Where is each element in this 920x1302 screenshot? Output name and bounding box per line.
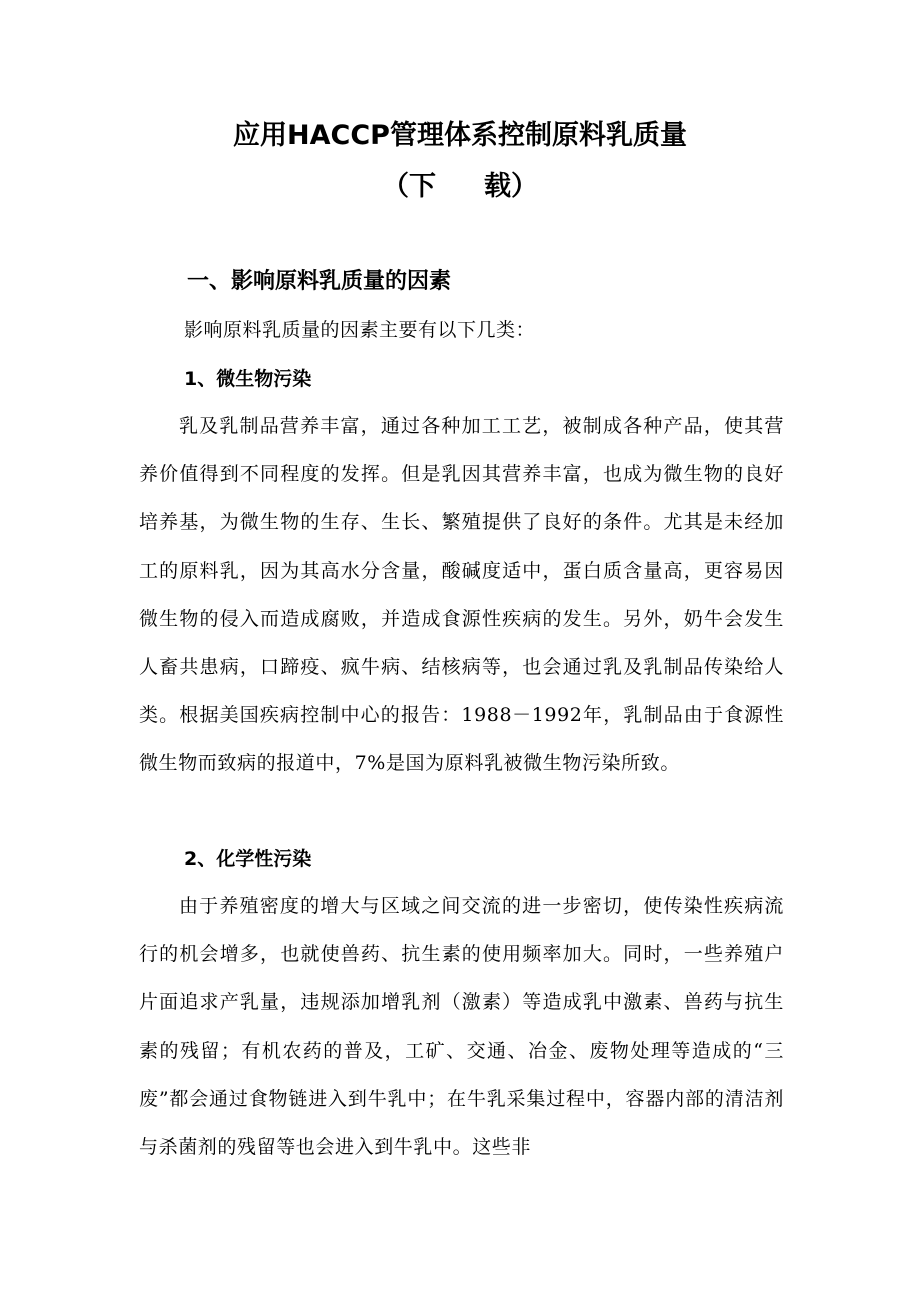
section-intro-text: 影响原料乳质量的因素主要有以下几类：	[184, 319, 536, 341]
subtitle-left: （下	[382, 171, 436, 202]
subtitle-right: 载）	[484, 171, 538, 202]
subsection-heading-microbial: 1、微生物污染	[184, 368, 312, 390]
section-heading-factors: 一、影响原料乳质量的因素	[187, 269, 452, 294]
document-title: 应用HACCP管理体系控制原料乳质量	[233, 120, 687, 151]
subsection-heading-chemical: 2、化学性污染	[184, 848, 312, 870]
paragraph-microbial: 乳及乳制品营养丰富，通过各种加工工艺，被制成各种产品，使其营养价值得到不同程度的发挥。但是乳因其营养丰富，也成为微生物的良好培养基，为微生物的生存、生长、繁殖提供了良好的条件。尤其是未经加工的原料乳，因为其高水分含量，酸碱度适中，蛋白质含量高，更容易因微生物的侵入而造成腐败，并造成食源性疾病的发生。另外，奶牛会发生人畜共患病，口蹄疫、疯牛病、结核病等，也会通过乳及乳制品传染给人类。根据美国疾病控制中心的报告：1988－1992年，乳制品由于食源性微生物而致病的报道中，7%是国为原料乳被微生物污染所致。	[139, 415, 784, 775]
paragraph-chemical: 由于养殖密度的增大与区域之间交流的进一步密切，使传染性疾病流行的机会增多，也就使兽药、抗生素的使用频率加大。同时，一些养殖户片面追求产乳量，违规添加增乳剂（激素）等造成乳中激素、兽药与抗生素的残留；有机农药的普及，工矿、交通、冶金、废物处理等造成的“三废”都会通过食物链进入到牛乳中；在牛乳采集过程中，容器内部的清洁剂与杀菌剂的残留等也会进入到牛乳中。这些非	[139, 895, 784, 1159]
document-subtitle	[0, 169, 920, 205]
